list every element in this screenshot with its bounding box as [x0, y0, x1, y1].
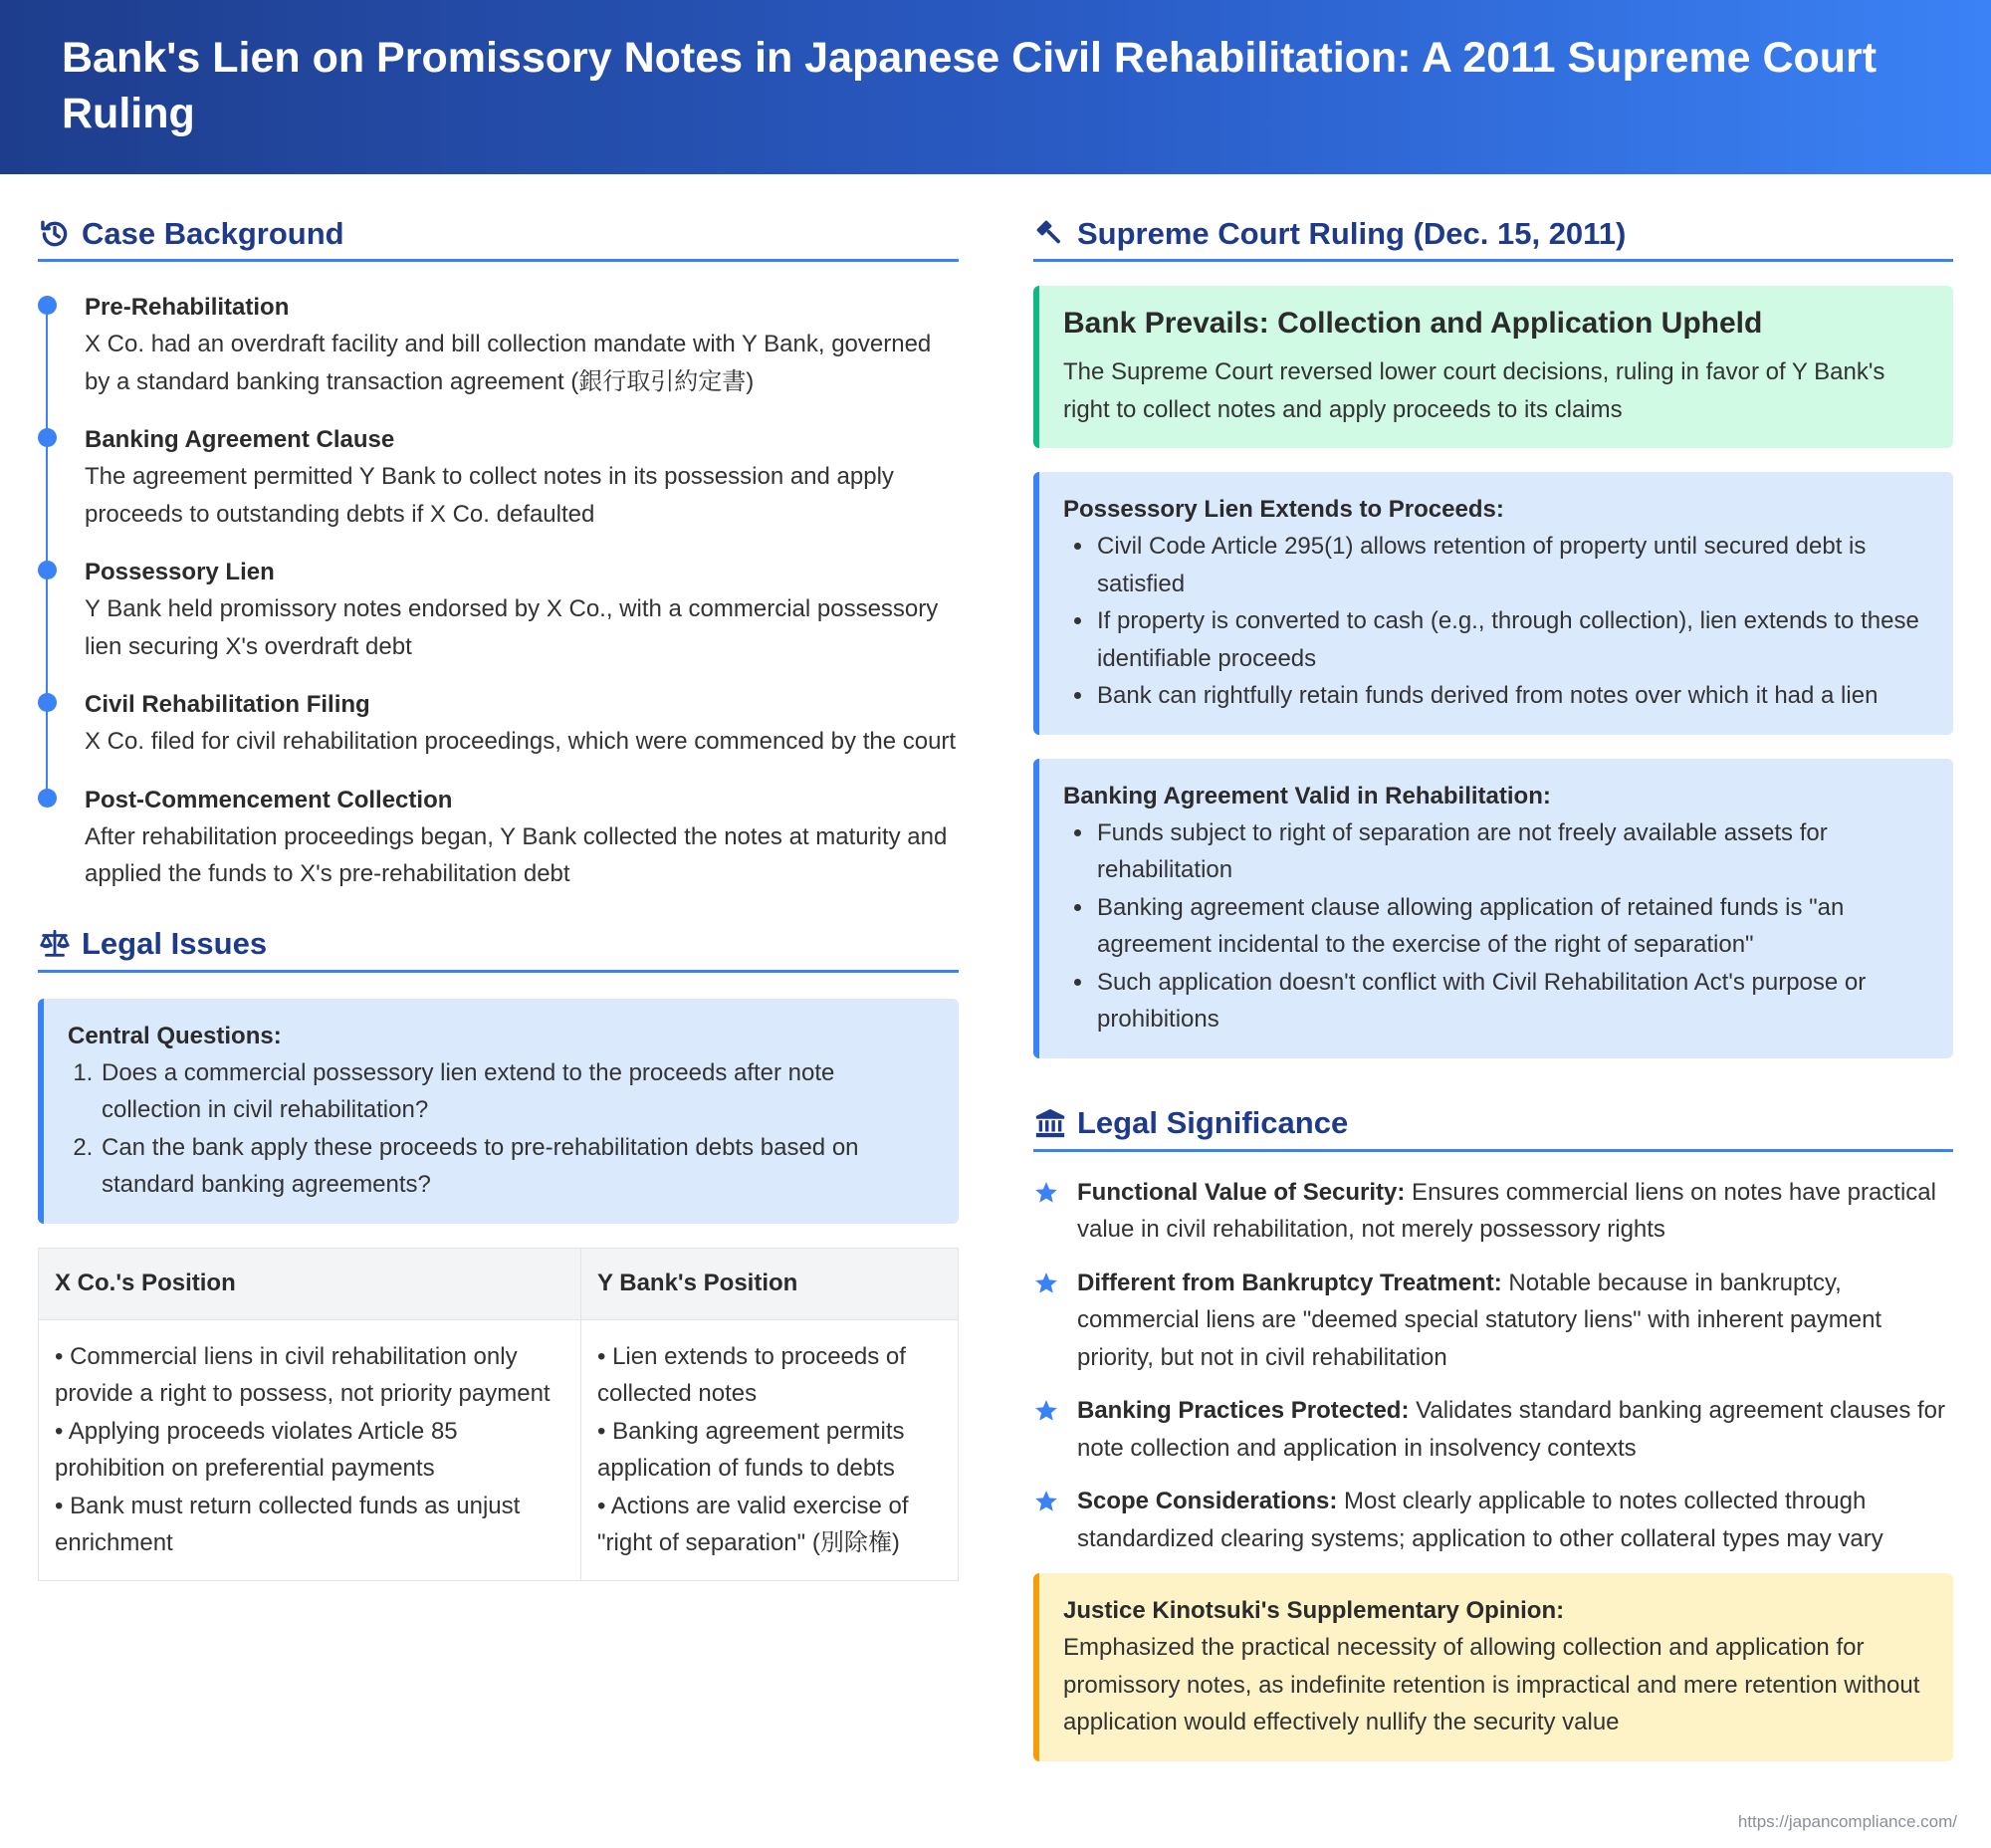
- timeline-item-text: X Co. filed for civil rehabilitation proceedings, which were commenced by the court: [85, 728, 957, 755]
- central-questions-heading: Central Questions:: [68, 1022, 282, 1049]
- timeline-item-text: X Co. had an overdraft facility and bill collection mandate with Y Bank, governed by a standard banking transaction agreement (銀行取引約定書): [85, 331, 932, 395]
- star-icon: [1033, 1398, 1059, 1424]
- significance-text: [1077, 1483, 1953, 1557]
- significance-text: [1077, 1174, 1953, 1249]
- significance-item: [1033, 1174, 1953, 1249]
- timeline-item-title: Civil Rehabilitation Filing: [85, 691, 370, 718]
- scale-icon: [38, 927, 72, 961]
- lien-proceeds-list: [1095, 528, 1927, 715]
- legal-issues-title: Legal Issues: [82, 926, 268, 961]
- timeline-item-text: After rehabilitation proceedings began, Y Bank collected the notes at maturity and applied the funds to X's pre-rehabilitation debt: [85, 822, 948, 887]
- significance-heading: [1033, 1098, 1953, 1152]
- y-position-cell: [581, 1319, 959, 1580]
- list-item: • Such application doesn't conflict with Civil Rehabilitation Act's purpose or prohibitions: [1095, 964, 1927, 1039]
- lien-proceeds-box: [1033, 472, 1953, 735]
- y-position-header: Y Bank's Position: [581, 1248, 959, 1319]
- lien-proceeds-heading: Possessory Lien Extends to Proceeds:: [1063, 496, 1504, 523]
- star-icon: [1033, 1270, 1059, 1296]
- verdict-heading: Bank Prevails: Collection and Application Upheld: [1063, 307, 1763, 340]
- significance-description: Notable because in bankruptcy, commercial liens are "deemed special statutory liens" with inherent payment priority, but not in civil rehabilitation: [1077, 1269, 1882, 1371]
- legal-issues-section: [38, 919, 959, 1581]
- verdict-text: The Supreme Court reversed lower court decisions, ruling in favor of Y Bank's right to collect notes and apply proceeds to its claims: [1063, 358, 1885, 423]
- gavel-icon: [1033, 217, 1067, 251]
- significance-text: [1077, 1392, 1953, 1467]
- timeline-item-title: Post-Commencement Collection: [85, 786, 453, 813]
- timeline-item-text: Y Bank held promissory notes endorsed by X Co., with a commercial possessory lien securing X's overdraft debt: [85, 595, 939, 660]
- x-position-point: • Bank must return collected funds as unjust enrichment: [55, 1492, 521, 1556]
- banking-agreement-box: [1033, 759, 1953, 1058]
- y-position-point: • Actions are valid exercise of "right of separation" (別除権): [597, 1492, 909, 1556]
- question-item: 2. Can the bank apply these proceeds to pre-rehabilitation debts based on standard banking agreements?: [100, 1129, 933, 1204]
- list-item: • Funds subject to right of separation are not freely available assets for rehabilitation: [1095, 814, 1927, 889]
- positions-table: [38, 1248, 959, 1581]
- timeline-item: [85, 422, 959, 533]
- significance-description: Validates standard banking agreement clauses for note collection and application in insolvency contexts: [1077, 1397, 1945, 1462]
- right-column: [1033, 174, 1953, 1761]
- supplementary-opinion-heading: Justice Kinotsuki's Supplementary Opinion:: [1063, 1597, 1565, 1624]
- supplementary-opinion-text: Emphasized the practical necessity of allowing collection and application for promissory notes, as indefinite retention is impractical and mere retention without application would effectively nullify the security value: [1063, 1634, 1920, 1735]
- significance-description: Most clearly applicable to notes collected through standardized clearing systems; application to other collateral types may vary: [1077, 1488, 1883, 1552]
- timeline-dot: [38, 296, 57, 315]
- central-questions-box: [38, 999, 959, 1224]
- timeline-dot: [38, 561, 57, 579]
- central-questions-list: [100, 1054, 933, 1204]
- list-item: • Bank can rightfully retain funds derived from notes over which it had a lien: [1095, 677, 1927, 715]
- significance-item: [1033, 1392, 1953, 1467]
- institution-icon: [1033, 1106, 1067, 1140]
- page-title: Bank's Lien on Promissory Notes in Japanese Civil Rehabilitation: A 2011 Supreme Court Ruling: [62, 34, 1878, 137]
- left-column: [38, 174, 959, 1581]
- significance-description: Ensures commercial liens on notes have practical value in civil rehabilitation, not merely possessory rights: [1077, 1178, 1936, 1243]
- timeline-item-title: Pre-Rehabilitation: [85, 294, 290, 321]
- list-item: • If property is converted to cash (e.g., through collection), lien extends to these identifiable proceeds: [1095, 602, 1927, 677]
- question-item: 1. Does a commercial possessory lien extend to the proceeds after note collection in civil rehabilitation?: [100, 1054, 933, 1129]
- verdict-box: [1033, 286, 1953, 448]
- significance-label: Banking Practices Protected:: [1077, 1397, 1410, 1424]
- significance-title: Legal Significance: [1077, 1105, 1349, 1140]
- table-row: [39, 1319, 959, 1580]
- y-position-point: • Banking agreement permits application of funds to debts: [597, 1417, 905, 1482]
- timeline-item-title: Banking Agreement Clause: [85, 426, 395, 453]
- significance-label: Functional Value of Security:: [1077, 1178, 1406, 1206]
- significance-label: Scope Considerations:: [1077, 1488, 1338, 1514]
- ruling-title: Supreme Court Ruling (Dec. 15, 2011): [1077, 215, 1627, 251]
- significance-section: [1033, 1098, 1953, 1761]
- x-position-cell: [39, 1319, 581, 1580]
- timeline-dot: [38, 693, 57, 712]
- list-item: • Civil Code Article 295(1) allows retention of property until secured debt is satisfied: [1095, 528, 1927, 602]
- footer-url: https://japancompliance.com/: [1737, 1812, 1957, 1831]
- star-icon: [1033, 1180, 1059, 1206]
- supplementary-opinion-box: [1033, 1573, 1953, 1761]
- timeline-dot: [38, 428, 57, 447]
- y-position-point: • Lien extends to proceeds of collected notes: [597, 1342, 906, 1407]
- history-icon: [38, 217, 72, 251]
- header-banner: [0, 0, 1991, 174]
- ruling-section: [1033, 208, 1953, 1058]
- significance-item: [1033, 1483, 1953, 1557]
- timeline-item-text: The agreement permitted Y Bank to collect notes in its possession and apply proceeds to outstanding debts if X Co. defaulted: [85, 463, 894, 528]
- banking-agreement-list: [1095, 814, 1927, 1039]
- timeline-item-title: Possessory Lien: [85, 559, 275, 585]
- significance-item: [1033, 1265, 1953, 1377]
- legal-issues-heading: [38, 919, 959, 973]
- x-position-point: • Applying proceeds violates Article 85 prohibition on preferential payments: [55, 1417, 458, 1482]
- x-position-point: • Commercial liens in civil rehabilitation only provide a right to possess, not priority payment: [55, 1342, 551, 1407]
- timeline-dot: [38, 789, 57, 808]
- case-background-section: [38, 208, 959, 893]
- timeline-item: [85, 290, 959, 400]
- case-background-title: Case Background: [82, 215, 344, 251]
- significance-label: Different from Bankruptcy Treatment:: [1077, 1269, 1502, 1296]
- timeline-item: [85, 687, 959, 761]
- star-icon: [1033, 1489, 1059, 1514]
- timeline: [38, 290, 959, 893]
- banking-agreement-heading: Banking Agreement Valid in Rehabilitation:: [1063, 782, 1551, 809]
- timeline-item: [85, 783, 959, 893]
- significance-list: [1033, 1174, 1953, 1558]
- significance-text: [1077, 1265, 1953, 1377]
- case-background-heading: [38, 208, 959, 262]
- list-item: • Banking agreement clause allowing application of retained funds is "an agreement incidental to the exercise of the right of separation": [1095, 889, 1927, 964]
- x-position-header: X Co.'s Position: [39, 1248, 581, 1319]
- ruling-heading: [1033, 208, 1953, 262]
- timeline-item: [85, 555, 959, 665]
